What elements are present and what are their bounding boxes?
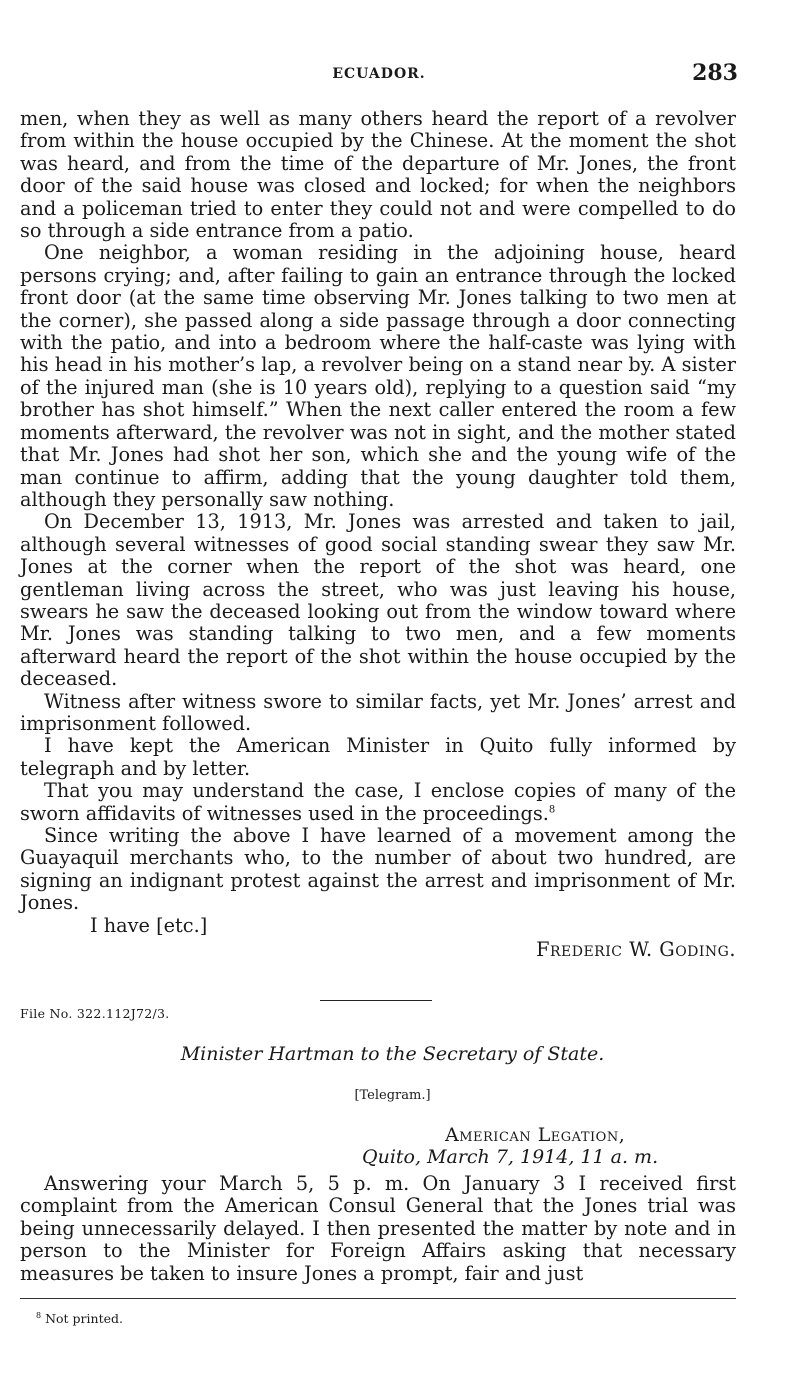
closing-line: I have [etc.] <box>90 913 208 937</box>
document-title: Minister Hartman to the Secretary of State. <box>180 1043 605 1065</box>
footnote-marker: 8 <box>548 804 556 816</box>
telegram-label: [Telegram.] <box>354 1088 431 1103</box>
dateline-place: American Legation, <box>445 1124 626 1146</box>
telegram-body <box>20 1173 736 1285</box>
footnote-marker: 8 <box>36 1311 42 1320</box>
paragraph: On December 13, 1913, Mr. Jones was arrested and taken to jail, although several witnesses of good social standing swear they saw Mr. Jones at the corner when the report of the shot was heard, one gentleman living across the street, who was just leaving his house, swears he saw the deceased looking out from the window toward where Mr. Jones was standing talking to two men, and a few moments afterward heard the report of the shot within the house occupied by the deceased. <box>20 510 736 691</box>
file-number: File No. 322.112J72/3. <box>20 1006 170 1021</box>
paragraph: Answering your March 5, 5 p. m. On January 3 I received first complaint from the American Consul General that the Jones trial was being unnecessarily delayed. I then presented the matter by note and in person to the Minister for Foreign Affairs asking that necessary measures be taken to insure Jones a prompt, fair and just <box>20 1172 736 1285</box>
footnote <box>36 1311 123 1326</box>
footnote-text: Not printed. <box>45 1311 123 1327</box>
paragraph: Witness after witness swore to similar facts, yet Mr. Jones’ arrest and imprisonment followed. <box>20 689 736 735</box>
paragraph: I have kept the American Minister in Quito fully informed by telegraph and by letter. <box>20 734 736 780</box>
paragraph: Since writing the above I have learned of a movement among the Guayaquil merchants who, to the number of about two hundred, are signing an indignant protest against the arrest and imprisonment of Mr. Jones. <box>20 824 736 915</box>
page-header <box>20 60 738 90</box>
paragraph-text: That you may understand the case, I enclose copies of many of the sworn affidavits of witnesses used in the proceedings. <box>20 779 736 825</box>
section-divider <box>320 1000 432 1001</box>
dateline-date: Quito, March 7, 1914, 11 a. m. <box>362 1146 659 1168</box>
signature: Frederic W. Goding. <box>536 938 736 962</box>
paragraph-with-footnote <box>20 780 736 825</box>
footnote-divider <box>20 1298 736 1299</box>
running-head: ECUADOR. <box>332 66 426 82</box>
page-number: 283 <box>692 60 738 86</box>
paragraph: One neighbor, a woman residing in the adjoining house, heard persons crying; and, after failing to gain an entrance through the locked front door (at the same time observing Mr. Jones talking to two men at the corner), she passed along a side passage through a door connecting with the patio, and into a bedroom where the half-caste was lying with his head in his mother’s lap, a revolver being on a stand near by. A sister of the injured man (she is 10 years old), replying to a question said “my brother has shot himself.” When the next caller entered the room a few moments afterward, the revolver was not in sight, and the mother stated that Mr. Jones had shot her son, which she and the young wife of the man continue to affirm, adding that the young daughter told them, although they personally saw nothing. <box>20 241 736 511</box>
letter-body <box>20 108 736 961</box>
paragraph: men, when they as well as many others heard the report of a revolver from within the house occupied by the Chinese. At the moment the shot was heard, and from the time of the departure of Mr. Jones, the front door of the said house was closed and locked; for when the neighbors and a policeman tried to enter they could not and were compelled to do so through a side entrance from a patio. <box>20 107 736 243</box>
